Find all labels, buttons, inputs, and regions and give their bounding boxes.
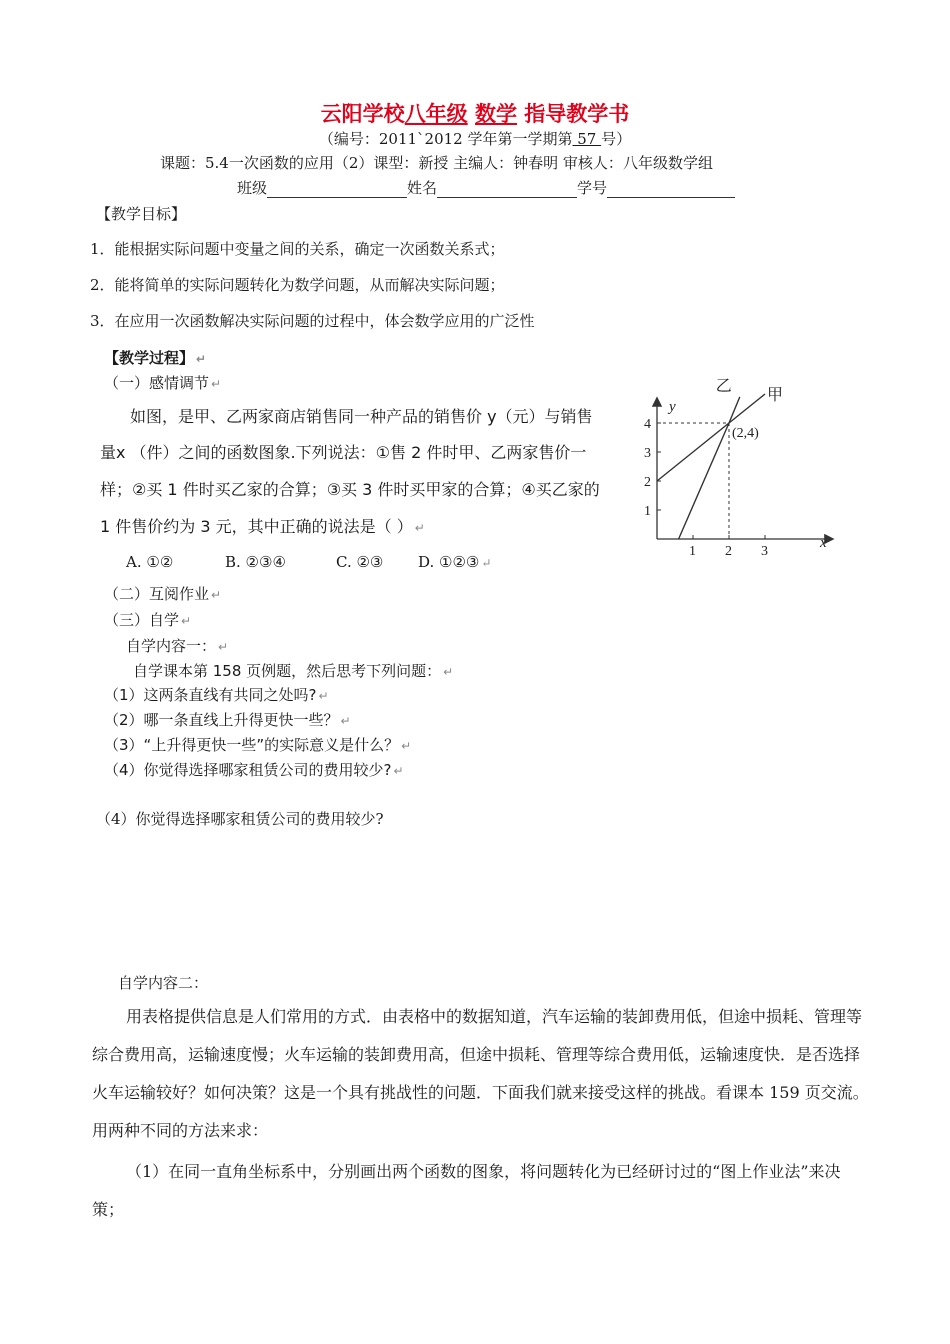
option-a[interactable]: A. ①② bbox=[126, 553, 174, 571]
section-selfstudy: （三）自学 ↵ bbox=[104, 611, 192, 629]
series-line-yi bbox=[679, 397, 740, 539]
name-field[interactable] bbox=[437, 182, 577, 198]
option-c[interactable]: C. ②③ bbox=[336, 553, 384, 571]
self-question: （2）哪一条直线上升得更快一些？ ↵ bbox=[104, 711, 351, 729]
y-tick-label: 3 bbox=[644, 446, 651, 461]
question-line: 量x （件）之间的函数图象.下列说法：①售 2 件时甲、乙两家售价一 bbox=[100, 443, 587, 462]
y-tick-label: 1 bbox=[644, 504, 651, 519]
self-study-1-intro: 自学课本第 158 页例题，然后思考下列问题： ↵ bbox=[133, 662, 454, 680]
series-label: 乙 bbox=[715, 377, 732, 395]
x-axis-label: x bbox=[820, 535, 827, 551]
repeat-question: （4）你觉得选择哪家租赁公司的费用较少? bbox=[96, 810, 384, 828]
series-label: 甲 bbox=[767, 387, 784, 404]
lesson-info: 课题：5.4一次函数的应用（2）课型：新授 主编人：钟春明 审核人：八年级数学组 bbox=[160, 154, 713, 172]
x-tick-label: 2 bbox=[725, 544, 732, 559]
x-tick-label: 1 bbox=[689, 544, 696, 559]
student-info-row bbox=[237, 177, 735, 198]
id-label: 学号 bbox=[577, 179, 608, 197]
objective-item: 1．能根据实际问题中变量之间的关系，确定一次函数关系式； bbox=[90, 240, 505, 258]
objective-item: 3．在应用一次函数解决实际问题的过程中，体会数学应用的广泛性 bbox=[90, 312, 535, 330]
question-line: 样；②买 1 件时买乙家的合算；③买 3 件时买甲家的合算；④买乙家的 bbox=[100, 480, 600, 499]
class-label: 班级 bbox=[237, 179, 268, 197]
book-name: 指导教学书 bbox=[517, 102, 630, 126]
self-study-1-title: 自学内容一： ↵ bbox=[126, 637, 229, 655]
process-heading: 【教学过程】 ↵ bbox=[104, 349, 207, 367]
page-title bbox=[0, 98, 950, 128]
school-name: 云阳学校 bbox=[320, 102, 405, 126]
x-tick-label: 3 bbox=[761, 544, 768, 559]
self-study-2-title: 自学内容二： bbox=[118, 974, 209, 992]
id-field[interactable] bbox=[607, 182, 735, 198]
y-tick-label: 2 bbox=[644, 475, 651, 490]
number-prefix: （编号：2011`2012 学年第一学期第 bbox=[318, 130, 573, 148]
grade-label: 八年级 bbox=[404, 102, 468, 126]
objectives-heading: 【教学目标】 bbox=[96, 205, 187, 223]
number-suffix: 号） bbox=[601, 130, 632, 148]
method-1-paragraph: （1）在同一直角坐标系中，分别画出两个函数的图象，将问题转化为已经研讨过的“图上作业法”来决策； bbox=[92, 1162, 841, 1219]
objective-item: 2．能将简单的实际问题转化为数学问题，从而解决实际问题； bbox=[90, 276, 505, 294]
section-homework: （二）互阅作业 ↵ bbox=[104, 585, 222, 603]
y-tick-label: 4 bbox=[644, 417, 651, 432]
self-question: （3）“上升得更快一些”的实际意义是什么？ ↵ bbox=[104, 736, 412, 754]
self-question: （4）你觉得选择哪家租赁公司的费用较少? ↵ bbox=[104, 761, 404, 779]
option-b[interactable]: B. ②③④ bbox=[225, 553, 286, 571]
option-d[interactable]: D. ①②③ ↵ bbox=[418, 553, 492, 571]
number-value: 57 bbox=[572, 130, 602, 148]
question-line: 如图，是甲、乙两家商店销售同一种产品的销售价 y（元）与销售 bbox=[130, 407, 593, 426]
point-annotation: (2,4) bbox=[732, 426, 759, 441]
self-question: （1）这两条直线有共同之处吗? ↵ bbox=[104, 686, 329, 704]
question-line: 1 件售价约为 3 元，其中正确的说法是（ ） ↵ bbox=[100, 517, 425, 536]
document-number bbox=[0, 128, 950, 149]
y-axis-label: y bbox=[669, 399, 676, 415]
section-emotion: （一）感情调节 ↵ bbox=[104, 374, 222, 392]
title-spacer bbox=[468, 102, 475, 126]
self-study-2-paragraph: 用表格提供信息是人们常用的方式．由表格中的数据知道，汽车运输的装卸费用低，但途中损耗、管理等综合费用高，运输速度慢；火车运输的装卸费用高，但途中损耗、管理等综合费用低，运输速度快．是否选择火车运输较好？如何决策？这是一个具有挑战性的问题．下面我们就来接受这样的挑战。看课本 159 页交流。用两种不同的方法来求： bbox=[92, 1007, 869, 1140]
subject-label: 数学 bbox=[475, 102, 517, 126]
class-field[interactable] bbox=[267, 182, 407, 198]
name-label: 姓名 bbox=[407, 179, 438, 197]
function-graph bbox=[600, 372, 860, 602]
